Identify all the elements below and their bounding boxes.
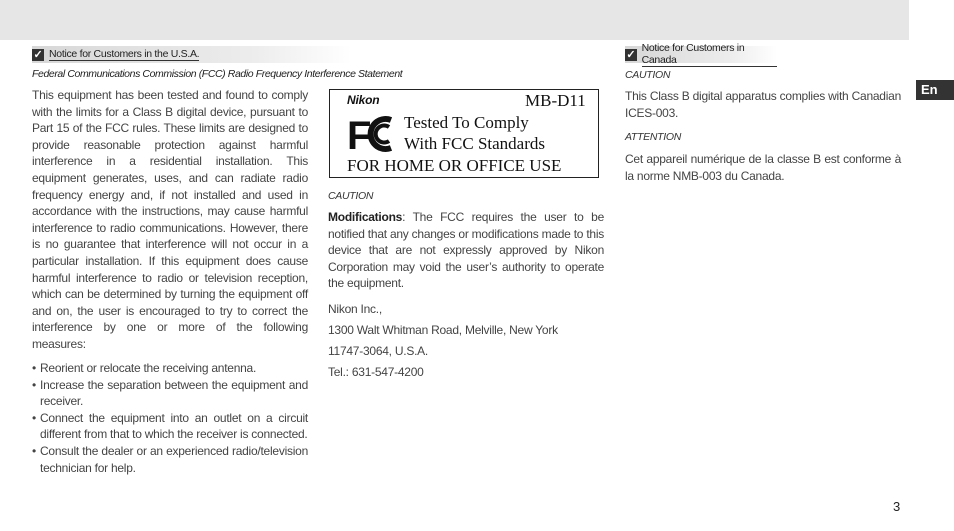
language-tab: En (916, 80, 954, 100)
home-office-text: FOR HOME OR OFFICE USE (347, 156, 562, 175)
address-tel: Tel.: 631-547-4200 (328, 365, 424, 379)
page-number: 3 (893, 499, 901, 514)
address-zip: 11747-3064, U.S.A. (328, 344, 429, 358)
list-item: • Reorient or relocate the receiving antenna. (32, 360, 308, 377)
svg-text:F: F (347, 114, 366, 154)
section-heading-label: Notice for Customers in the U.S.A. (49, 48, 200, 60)
canada-caution-text: This Class B digital apparatus complies with Canadian ICES-003. (625, 89, 901, 120)
compliance-line-2: With FCC Standards (404, 134, 545, 153)
modifications-text: : The FCC requires the user to be notified that any changes or modifications made to this device that are not expressly approved by Nikon Corporation may void the user’s authority to operate the equipment. (328, 210, 604, 291)
section-heading-label: Notice for Customers in Canada (642, 42, 777, 67)
checkmark-icon: ✓ (33, 48, 43, 61)
nikon-brand: Nikon (347, 93, 380, 107)
address-company: Nikon Inc., (328, 302, 382, 316)
list-item: • Consult the dealer or an experienced radio/television technician for help. (32, 443, 308, 476)
list-item: • Increase the separation between the equipment and receiver. (32, 377, 308, 410)
fcc-statement-paragraph: This equipment has been tested and found to comply with the limits for a Class B digital device, pursuant to Part 15 of the FCC rules. These limits are designed to provide reasonable protection against harmful interference in a residential installation. This equipment generates, uses, and can radiate radio frequency energy and, if not installed and used in accordance with the instructions, may cause harmful interference to radio communications. However, there is no guarantee that interference will not occur in a particular installation. If this equipment does cause harmful interference to radio or television reception, which can be determined by turning the equipment off and on, the user is encouraged to try to correct the interference by one or more of the following measures: (32, 88, 308, 351)
list-item: • Connect the equipment into an outlet on a circuit different from that to which the receiver is connected. (32, 410, 308, 443)
header-bar (0, 0, 909, 40)
section-heading-usa (32, 46, 352, 63)
compliance-text (404, 112, 545, 154)
canada-caution-heading: CAUTION (625, 69, 671, 81)
modifications-paragraph (328, 209, 604, 292)
fcc-compliance-label (329, 89, 599, 178)
compliance-line-1: Tested To Comply (404, 113, 529, 132)
fcc-statement-subheading: Federal Communications Commission (FCC) Radio Frequency Interference Statement (32, 68, 403, 80)
address-street: 1300 Walt Whitman Road, Melville, New York (328, 323, 558, 337)
model-number: MB-D11 (525, 91, 586, 110)
fcc-logo-icon (347, 114, 399, 154)
canada-attention-heading: ATTENTION (625, 131, 682, 143)
modifications-term: Modifications (328, 210, 403, 224)
measures-list (32, 360, 308, 476)
caution-heading: CAUTION (328, 190, 374, 202)
canada-attention-text: Cet appareil numérique de la classe B est conforme à la norme NMB-003 du Canada. (625, 152, 901, 183)
section-heading-canada (625, 42, 777, 66)
checkmark-icon: ✓ (626, 48, 636, 61)
